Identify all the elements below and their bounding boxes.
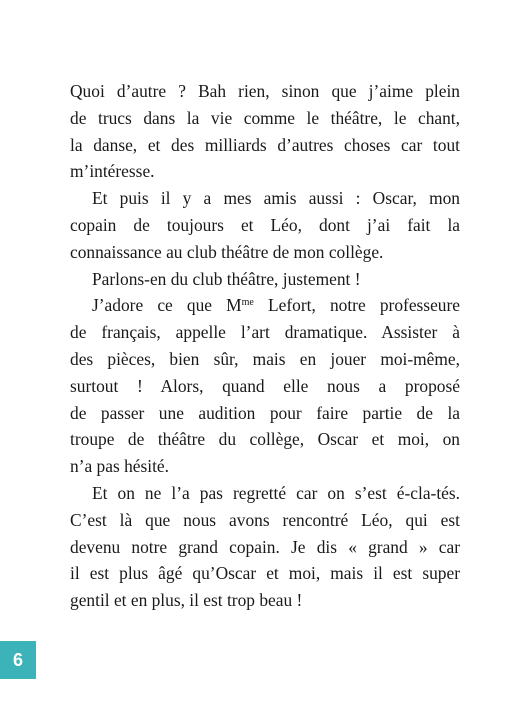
text-line: connaissance au club théâtre de mon collège. xyxy=(70,241,384,262)
text-line xyxy=(70,292,460,319)
text-line: il est plus âgé qu’Oscar et moi, mais il est super xyxy=(70,563,460,584)
page-number: 6 xyxy=(12,649,23,670)
text-line: Et on ne l’a pas regretté car on s’est é-cla-tés. xyxy=(92,482,460,503)
text-line: surtout ! Alors, quand elle nous a proposé xyxy=(70,375,460,396)
text-line: copain de toujours et Léo, dont j’ai fait la xyxy=(70,214,460,235)
text-line: de français, appelle l’art dramatique. Assister à xyxy=(70,322,460,343)
text-fragment: Lefort, notre professeure xyxy=(253,295,460,316)
text-line: Quoi d’autre ? Bah rien, sinon que j’aime plein xyxy=(70,81,460,101)
text-line: m’intéresse. xyxy=(70,161,155,182)
text-line: Et puis il y a mes amis aussi : Oscar, mon xyxy=(92,188,460,209)
body-text xyxy=(70,78,460,614)
text-line: C’est là que nous avons rencontré Léo, qui est xyxy=(70,509,460,530)
text-line: de passer une audition pour faire partie de la xyxy=(70,402,460,423)
text-line: de trucs dans la vie comme le théâtre, le chant, xyxy=(70,107,460,128)
text-line: Parlons-en du club théâtre, justement ! xyxy=(92,268,361,289)
text-line: des pièces, bien sûr, mais en jouer moi-même, xyxy=(70,348,460,369)
text-line: devenu notre grand copain. Je dis « grand » car xyxy=(70,536,460,557)
superscript-abbreviation: me xyxy=(241,297,254,309)
text-line: troupe de théâtre du collège, Oscar et moi, on xyxy=(70,429,460,450)
text-line: gentil et en plus, il est trop beau ! xyxy=(70,590,303,611)
text-fragment: J’adore ce que M xyxy=(92,295,242,316)
text-line: la danse, et des milliards d’autres choses car tout xyxy=(70,134,460,155)
page-number-badge xyxy=(0,641,36,679)
text-line: n’a pas hésité. xyxy=(70,456,169,477)
